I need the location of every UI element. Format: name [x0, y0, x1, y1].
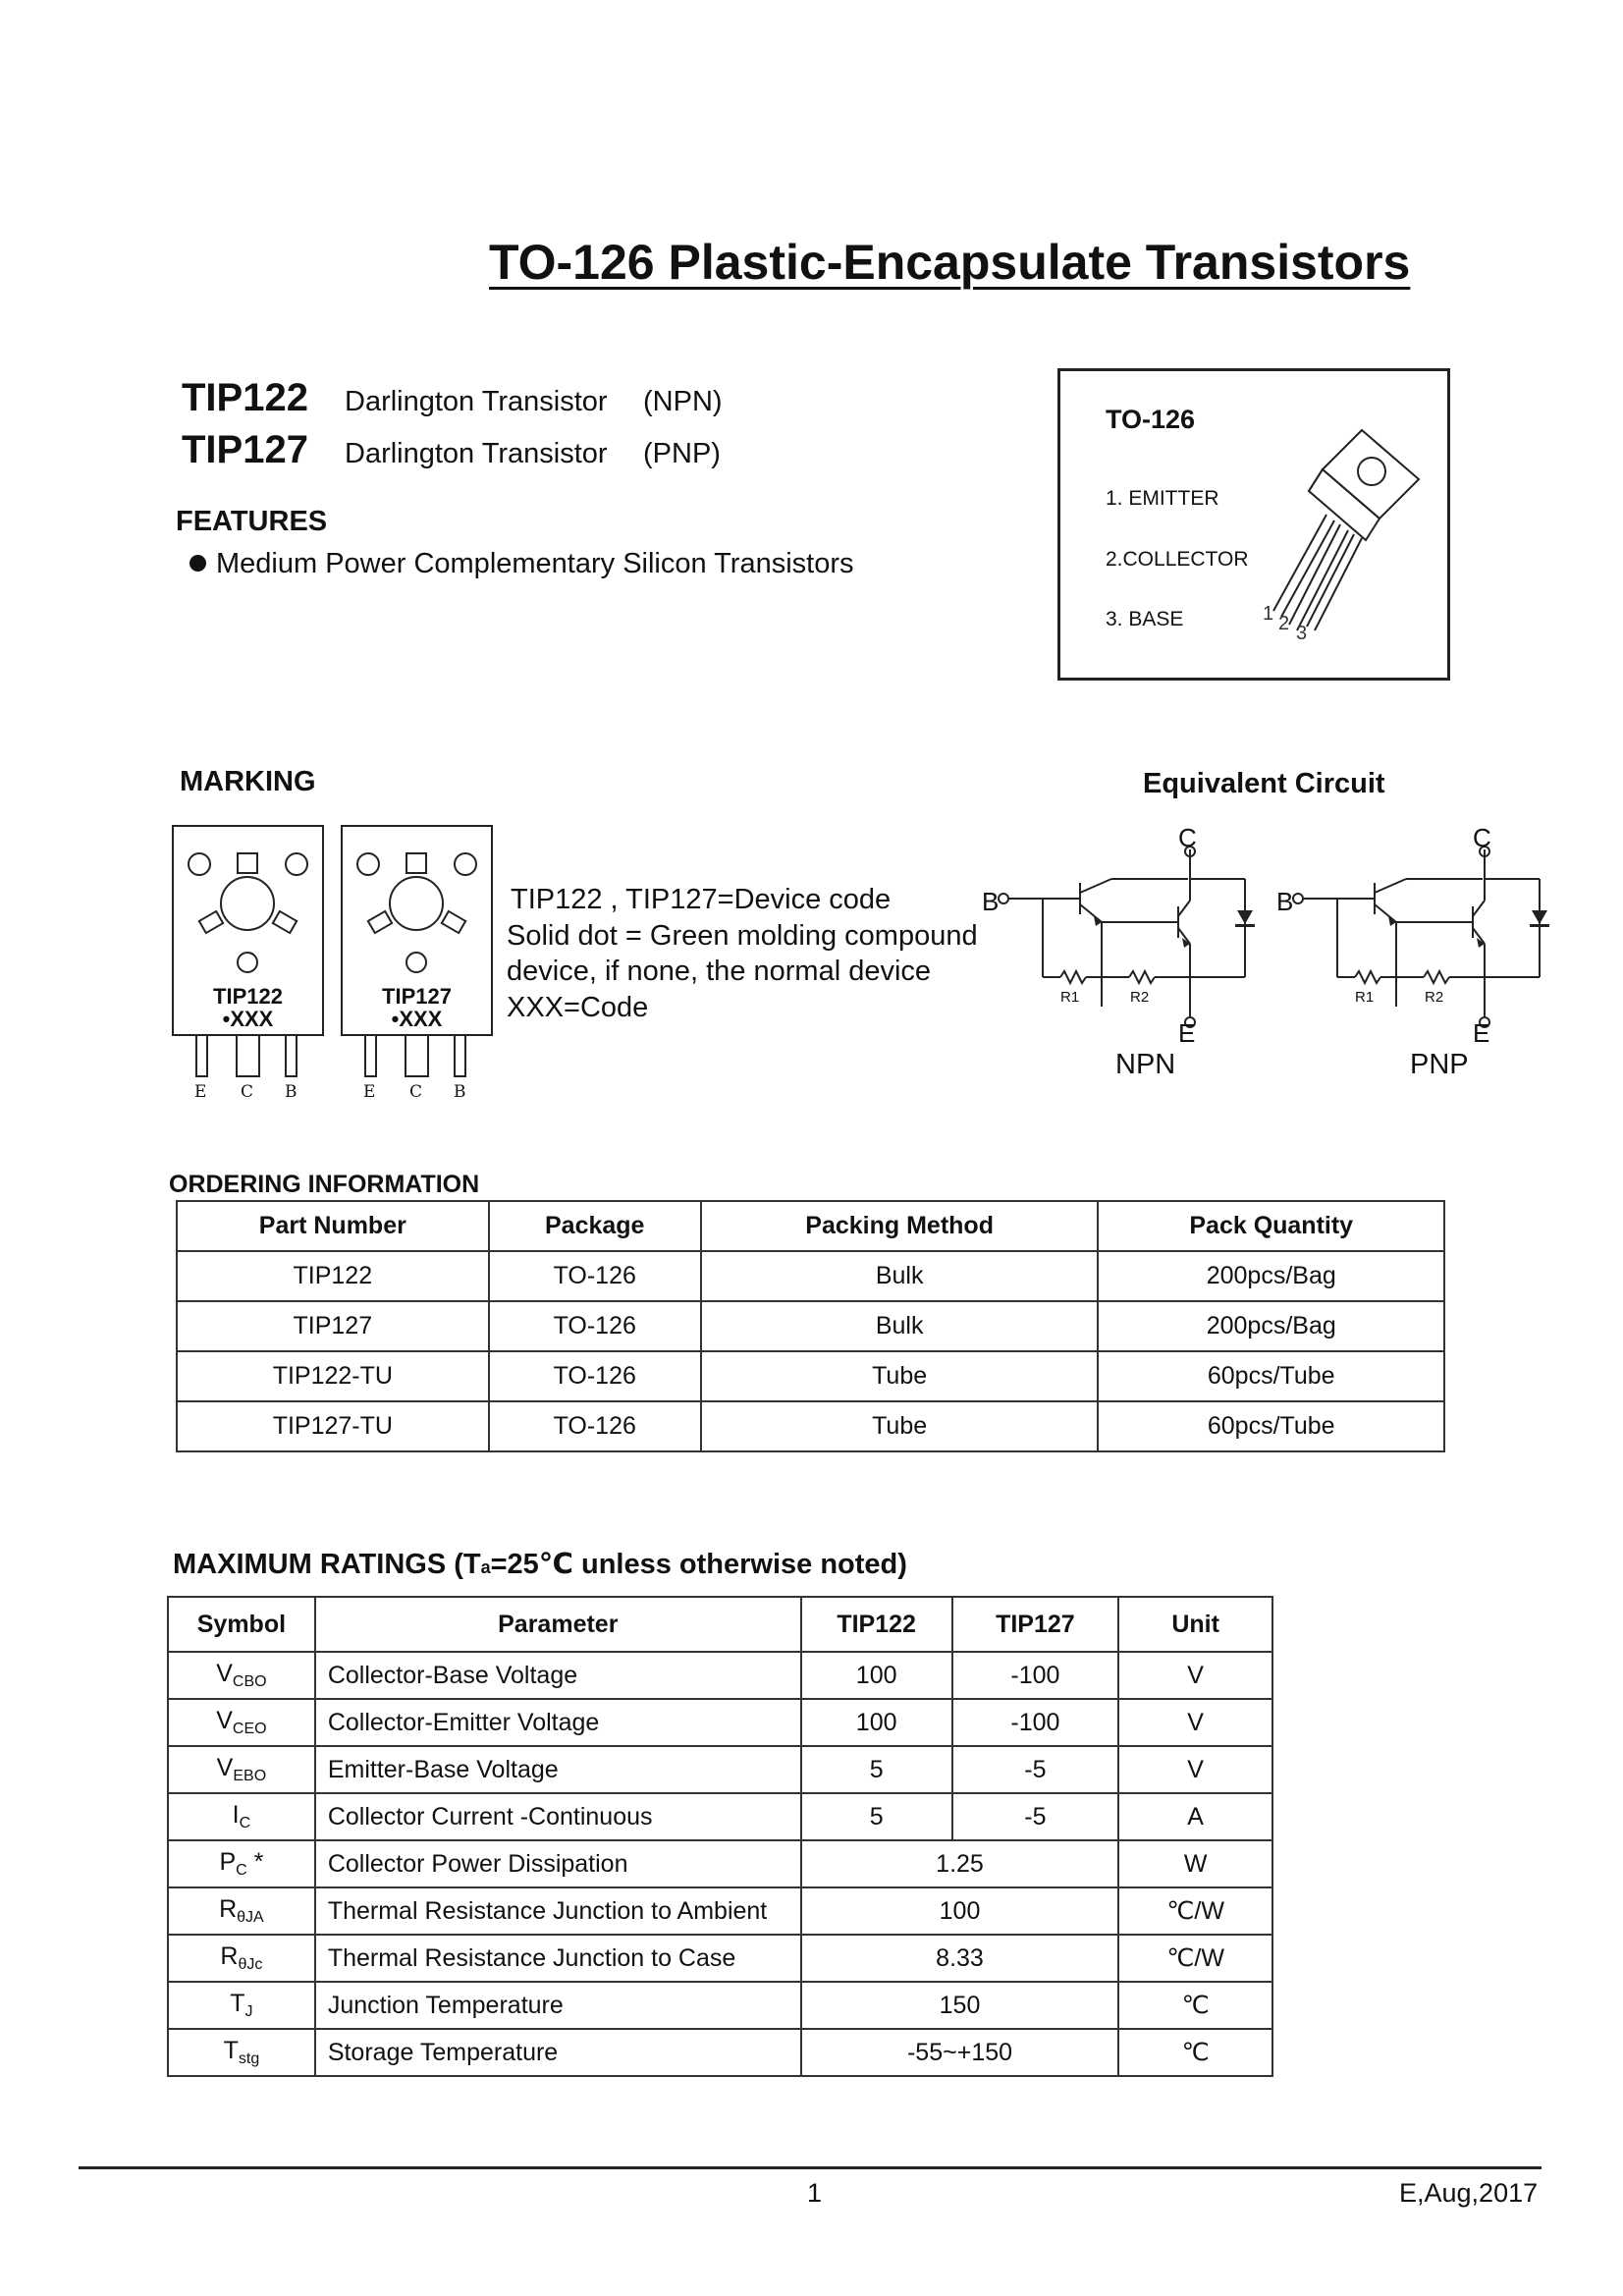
- value-cell: -5: [952, 1746, 1119, 1793]
- pin-label-collector: 2.COLLECTOR: [1106, 548, 1249, 571]
- unit-cell: ℃/W: [1118, 1935, 1272, 1982]
- cell: TIP127: [177, 1301, 489, 1351]
- symbol-cell: [168, 1699, 315, 1746]
- lead-label-e: E: [194, 1082, 207, 1102]
- symbol-sub: EBO: [233, 1768, 267, 1784]
- symbol-cell: [168, 1935, 315, 1982]
- unit-cell: V: [1118, 1699, 1272, 1746]
- ordering-table: [176, 1200, 1445, 1452]
- value-cell: 100: [801, 1699, 952, 1746]
- cell: TO-126: [489, 1401, 701, 1451]
- table-header-row: [177, 1201, 1444, 1251]
- lead-label-c: C: [409, 1082, 423, 1102]
- pin-number-2: 2: [1278, 613, 1290, 634]
- marking-lot-code: •XXX: [391, 1007, 443, 1031]
- value-cell: 5: [801, 1793, 952, 1840]
- table-row: [168, 1793, 1272, 1840]
- col-pack-quantity: Pack Quantity: [1098, 1201, 1444, 1251]
- cell: 60pcs/Tube: [1098, 1401, 1444, 1451]
- unit-cell: ℃: [1118, 1982, 1272, 2029]
- part-name-tip127: TIP127: [182, 428, 308, 471]
- pnp-emitter-label: E: [1473, 1018, 1490, 1048]
- table-row: [168, 1746, 1272, 1793]
- npn-emitter-label: E: [1178, 1018, 1196, 1048]
- value-cell: 8.33: [801, 1935, 1119, 1982]
- col-tip127: TIP127: [952, 1597, 1119, 1652]
- parameter-cell: Junction Temperature: [315, 1982, 801, 2029]
- cell: TIP122-TU: [177, 1351, 489, 1401]
- table-row: [168, 1840, 1272, 1887]
- pnp-collector-label: C: [1473, 823, 1491, 852]
- symbol: R: [220, 1942, 239, 1970]
- lead-c: [405, 1036, 429, 1077]
- col-unit: Unit: [1118, 1597, 1272, 1652]
- symbol-sub: C: [239, 1815, 251, 1831]
- npn-label: NPN: [1115, 1049, 1176, 1080]
- cell: TO-126: [489, 1301, 701, 1351]
- symbol: I: [232, 1801, 240, 1829]
- col-package: Package: [489, 1201, 701, 1251]
- marking-note: XXX=Code: [507, 992, 649, 1023]
- value-cell: -100: [952, 1699, 1119, 1746]
- max-ratings-heading: [173, 1547, 907, 1581]
- table-row: [177, 1301, 1444, 1351]
- footer-divider: [79, 2166, 1542, 2169]
- cell: 60pcs/Tube: [1098, 1351, 1444, 1401]
- parameter-cell: Thermal Resistance Junction to Case: [315, 1935, 801, 1982]
- symbol-cell: [168, 1746, 315, 1793]
- cell: TIP127-TU: [177, 1401, 489, 1451]
- features-heading: FEATURES: [176, 506, 328, 537]
- table-row: [168, 1699, 1272, 1746]
- lead-label-e: E: [363, 1082, 376, 1102]
- feature-item: Medium Power Complementary Silicon Transistors: [216, 548, 854, 579]
- table-header-row: [168, 1597, 1272, 1652]
- symbol: V: [216, 1707, 233, 1734]
- table-row: [168, 1982, 1272, 2029]
- value-cell: 5: [801, 1746, 952, 1793]
- page-title: TO-126 Plastic-Encapsulate Transistors: [489, 235, 1411, 290]
- symbol-sub: θJA: [237, 1909, 264, 1926]
- col-part-number: Part Number: [177, 1201, 489, 1251]
- symbol-sub: J: [244, 2003, 253, 2020]
- heading-part: MAXIMUM RATINGS (T: [173, 1549, 481, 1580]
- symbol-cell: [168, 1840, 315, 1887]
- symbol: P: [219, 1848, 237, 1876]
- table-row: [168, 1887, 1272, 1935]
- col-parameter: Parameter: [315, 1597, 801, 1652]
- table-row: [177, 1351, 1444, 1401]
- unit-cell: V: [1118, 1746, 1272, 1793]
- col-tip122: TIP122: [801, 1597, 952, 1652]
- unit-cell: ℃/W: [1118, 1887, 1272, 1935]
- cell: TIP122: [177, 1251, 489, 1301]
- cell: Tube: [701, 1351, 1099, 1401]
- table-row: [168, 1935, 1272, 1982]
- symbol: T: [230, 1990, 245, 2017]
- symbol-cell: [168, 1652, 315, 1699]
- table-row: [168, 1652, 1272, 1699]
- symbol-sub: stg: [238, 2050, 260, 2067]
- symbol: V: [216, 1660, 233, 1687]
- symbol-cell: [168, 1793, 315, 1840]
- marking-note: Solid dot = Green molding compound: [507, 920, 978, 952]
- symbol-cell: [168, 2029, 315, 2076]
- marking-device-code: TIP122: [213, 984, 283, 1009]
- lead-e: [195, 1036, 208, 1077]
- equivalent-circuit-heading: Equivalent Circuit: [1143, 768, 1385, 799]
- symbol-note: *: [246, 1848, 264, 1876]
- part-desc-tip122: Darlington Transistor: [345, 386, 608, 417]
- symbol-sub: θJc: [238, 1956, 263, 1973]
- npn-r2-label: R2: [1130, 989, 1150, 1006]
- pnp-r1-label: R1: [1355, 989, 1375, 1006]
- symbol-sub: C: [236, 1862, 247, 1879]
- parameter-cell: Thermal Resistance Junction to Ambient: [315, 1887, 801, 1935]
- marking-lot-code: •XXX: [222, 1007, 274, 1031]
- lead-label-b: B: [285, 1082, 298, 1102]
- parameter-cell: Emitter-Base Voltage: [315, 1746, 801, 1793]
- col-symbol: Symbol: [168, 1597, 315, 1652]
- part-name-tip122: TIP122: [182, 376, 308, 419]
- symbol-cell: [168, 1982, 315, 2029]
- pin-number-3: 3: [1296, 623, 1308, 644]
- lead-b: [285, 1036, 298, 1077]
- npn-collector-label: C: [1178, 823, 1197, 852]
- package-box-title: TO-126: [1106, 405, 1196, 434]
- symbol: R: [219, 1895, 238, 1923]
- unit-cell: W: [1118, 1840, 1272, 1887]
- value-cell: 1.25: [801, 1840, 1119, 1887]
- col-packing-method: Packing Method: [701, 1201, 1099, 1251]
- parameter-cell: Collector-Emitter Voltage: [315, 1699, 801, 1746]
- pin-label-base: 3. BASE: [1106, 608, 1184, 630]
- lead-b: [454, 1036, 466, 1077]
- bullet-icon: [189, 555, 206, 572]
- pin-label-emitter: 1. EMITTER: [1106, 487, 1219, 510]
- value-cell: -55~+150: [801, 2029, 1119, 2076]
- symbol: V: [216, 1754, 234, 1781]
- page-number: 1: [807, 2178, 823, 2208]
- max-ratings-table: [167, 1596, 1273, 2077]
- revision-date: E,Aug,2017: [1399, 2178, 1539, 2208]
- table-row: [177, 1401, 1444, 1451]
- marking-device-code: TIP127: [382, 984, 452, 1009]
- marking-package-tip127: [341, 825, 493, 1036]
- parameter-cell: Collector-Base Voltage: [315, 1652, 801, 1699]
- package-box: [1057, 368, 1450, 681]
- value-cell: 100: [801, 1652, 952, 1699]
- cell: Bulk: [701, 1251, 1099, 1301]
- value-cell: -5: [952, 1793, 1119, 1840]
- pnp-base-label: B: [1276, 887, 1294, 916]
- cell: Tube: [701, 1401, 1099, 1451]
- part-type-tip122: (NPN): [643, 386, 723, 417]
- marking-note: device, if none, the normal device: [507, 956, 932, 987]
- symbol-cell: [168, 1887, 315, 1935]
- parameter-cell: Collector Power Dissipation: [315, 1840, 801, 1887]
- marking-heading: MARKING: [180, 766, 316, 797]
- value-cell: 150: [801, 1982, 1119, 2029]
- to126-package-icon: [1252, 420, 1429, 631]
- parameter-cell: Storage Temperature: [315, 2029, 801, 2076]
- cell: Bulk: [701, 1301, 1099, 1351]
- symbol: T: [223, 2037, 239, 2064]
- lead-label-c: C: [241, 1082, 254, 1102]
- heading-sub: a: [480, 1558, 491, 1577]
- npn-r1-label: R1: [1060, 989, 1080, 1006]
- pnp-label: PNP: [1410, 1049, 1469, 1080]
- unit-cell: ℃: [1118, 2029, 1272, 2076]
- part-type-tip127: (PNP): [643, 438, 721, 469]
- marking-note: TIP122 , TIP127=Device code: [511, 884, 892, 915]
- marking-package-tip122: [172, 825, 324, 1036]
- heading-part: =25℃ unless otherwise noted): [490, 1549, 907, 1580]
- unit-cell: A: [1118, 1793, 1272, 1840]
- part-desc-tip127: Darlington Transistor: [345, 438, 608, 469]
- ordering-heading: ORDERING INFORMATION: [169, 1171, 480, 1198]
- cell: 200pcs/Bag: [1098, 1301, 1444, 1351]
- value-cell: 100: [801, 1887, 1119, 1935]
- lead-label-b: B: [454, 1082, 466, 1102]
- npn-base-label: B: [982, 887, 1000, 916]
- cell: 200pcs/Bag: [1098, 1251, 1444, 1301]
- cell: TO-126: [489, 1251, 701, 1301]
- lead-e: [364, 1036, 377, 1077]
- pin-number-1: 1: [1263, 603, 1274, 625]
- unit-cell: V: [1118, 1652, 1272, 1699]
- lead-c: [236, 1036, 260, 1077]
- cell: TO-126: [489, 1351, 701, 1401]
- value-cell: -100: [952, 1652, 1119, 1699]
- pnp-r2-label: R2: [1425, 989, 1444, 1006]
- parameter-cell: Collector Current -Continuous: [315, 1793, 801, 1840]
- symbol-sub: CBO: [232, 1673, 267, 1690]
- table-row: [177, 1251, 1444, 1301]
- symbol-sub: CEO: [232, 1721, 267, 1737]
- table-row: [168, 2029, 1272, 2076]
